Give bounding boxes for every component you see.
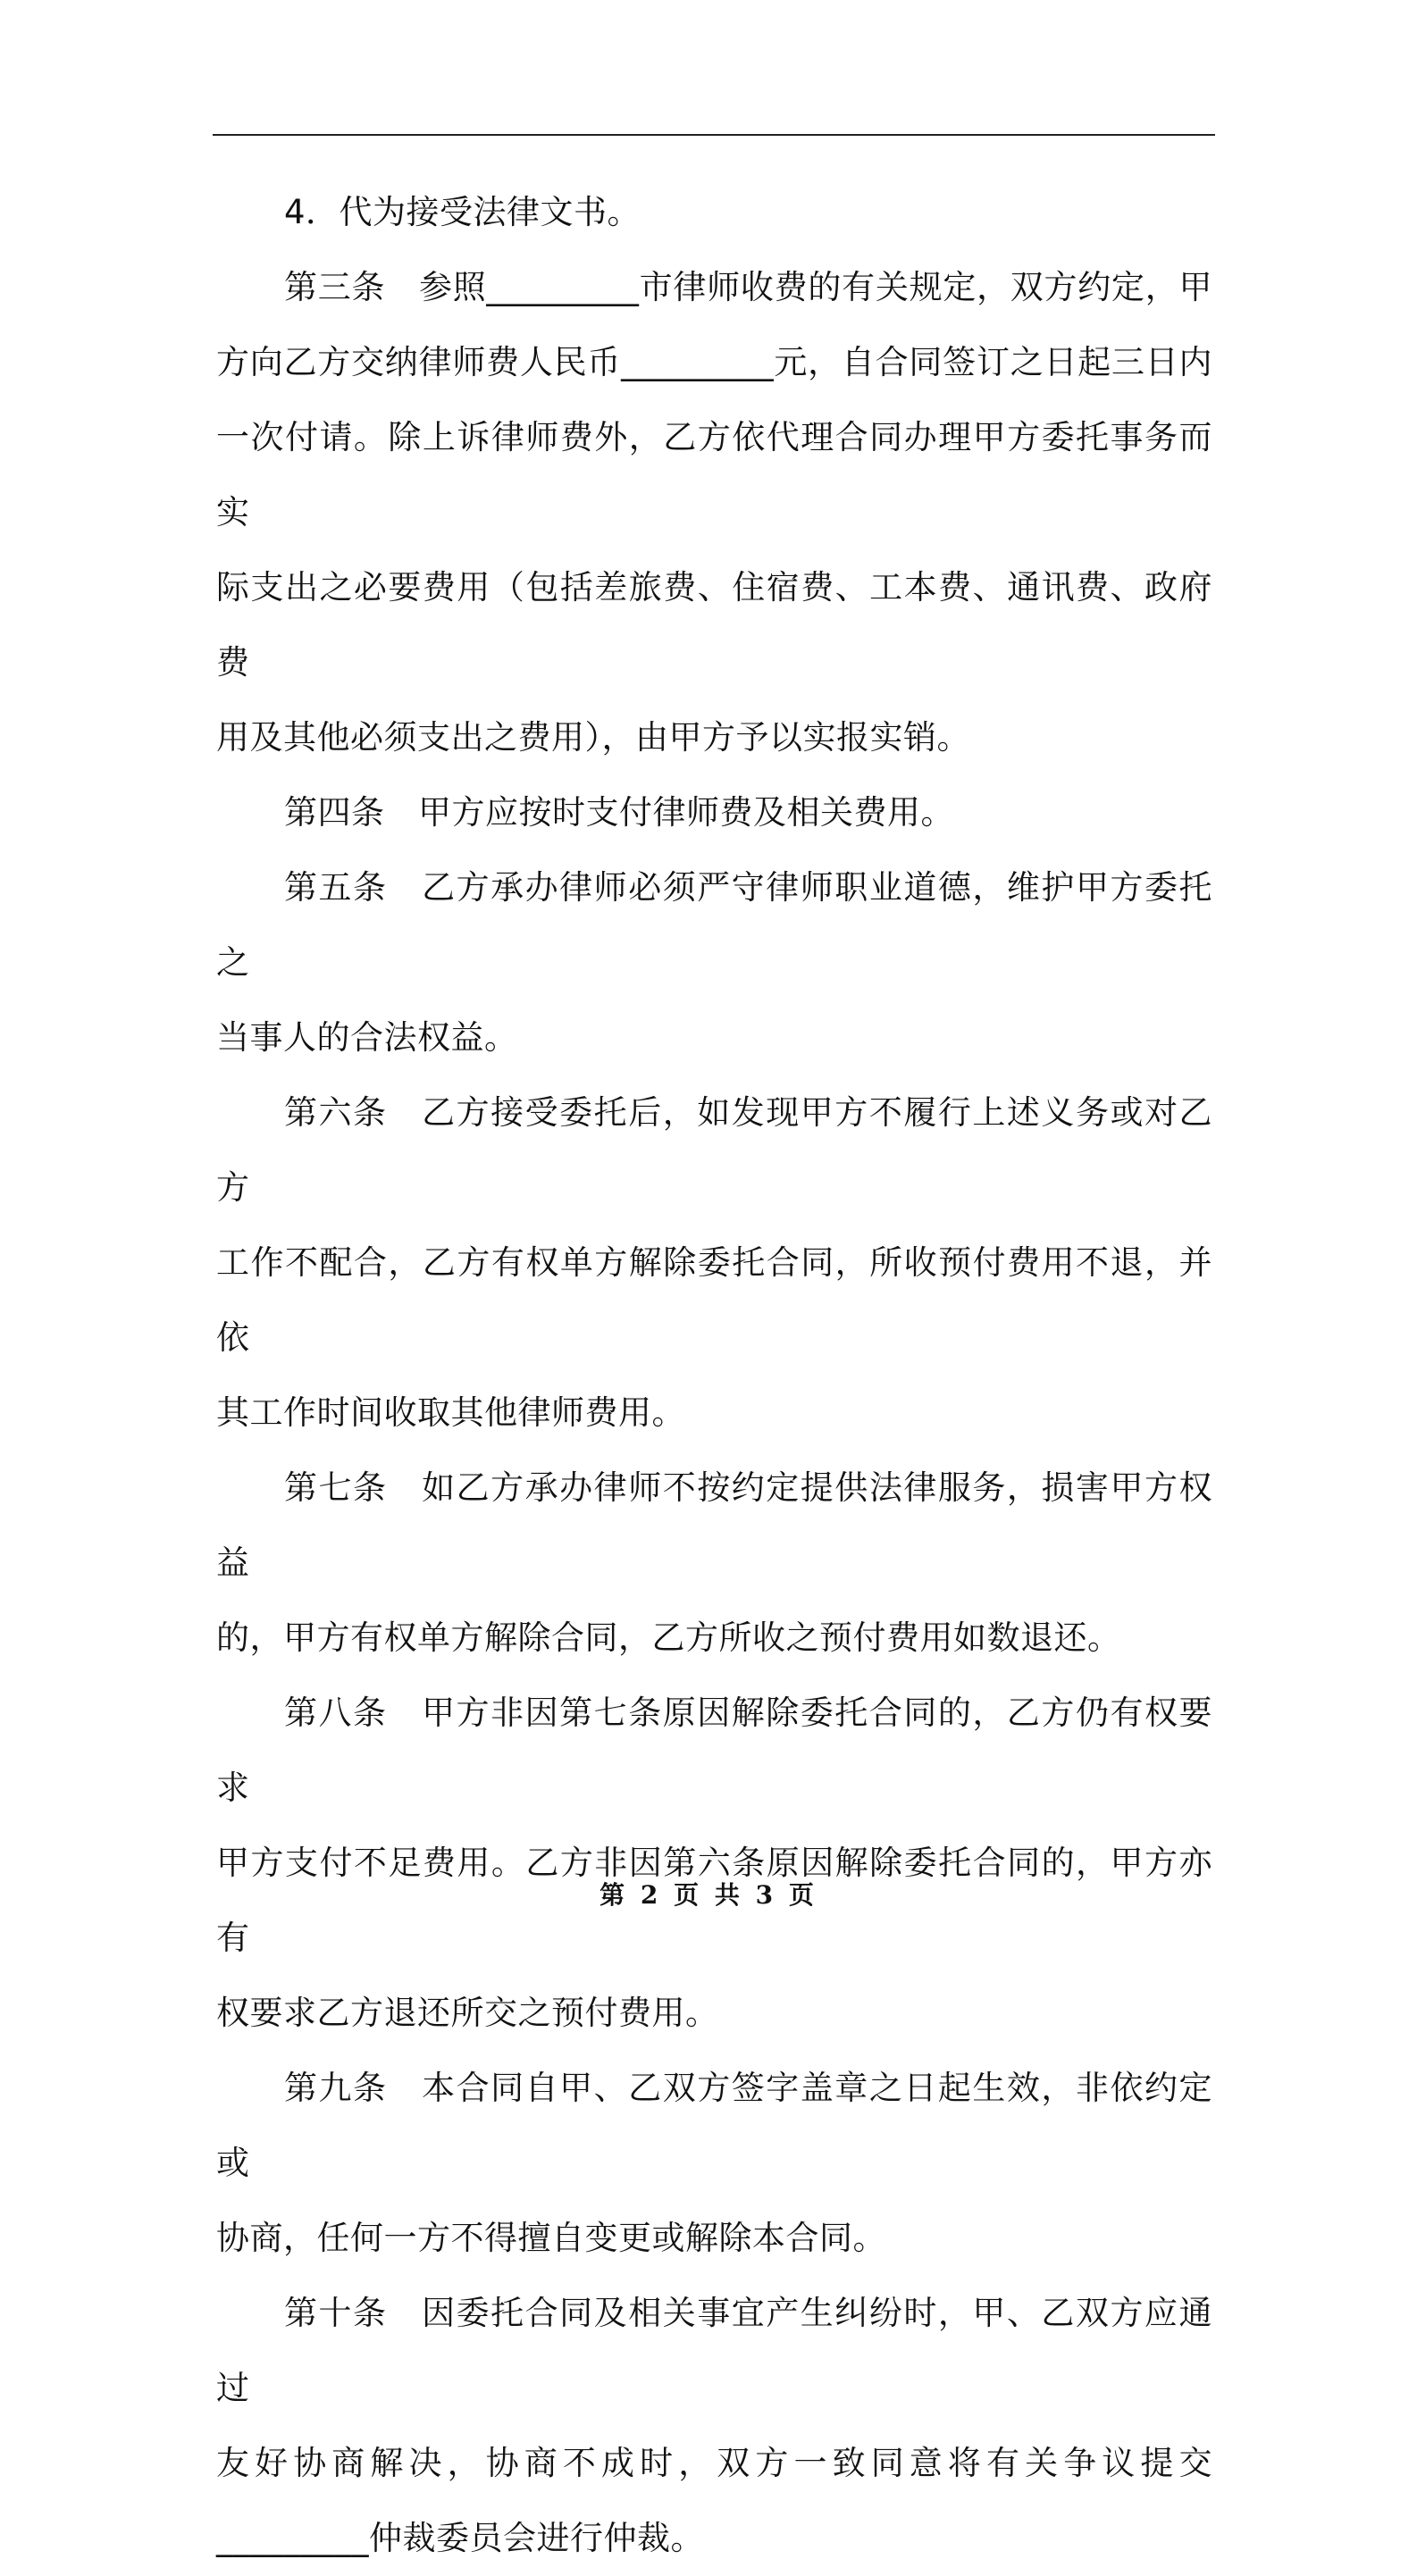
- paragraph-line: 第八条 甲方非因第七条原因解除委托合同的，乙方仍有权要求: [216, 1694, 1212, 1807]
- page-footer: 第 2 页 共 3 页: [600, 1880, 818, 1910]
- paragraph-line: 第十条 因委托合同及相关事宜产生纠纷时，甲、乙双方应通过: [216, 2294, 1212, 2407]
- paragraph-line: 方向乙方交纳律师费人民币_________元，自合同签订之日起三日内: [216, 343, 1212, 381]
- header-rule: [213, 134, 1215, 136]
- paragraph-line: 4．代为接受法律文书。: [284, 193, 641, 231]
- paragraph-line: 协商，任何一方不得擅自变更或解除本合同。: [216, 2219, 886, 2257]
- paragraph-line: 际支出之必要费用（包括差旅费、住宿费、工本费、通讯费、政府费: [216, 568, 1212, 682]
- contract-paragraph: [216, 250, 1212, 775]
- paragraph-line: 一次付请。除上诉律师费外，乙方依代理合同办理甲方委托事务而实: [216, 418, 1212, 531]
- contract-paragraph: [216, 2276, 1212, 2576]
- contract-paragraph: [216, 2051, 1212, 2276]
- paragraph-line: 当事人的合法权益。: [216, 1018, 518, 1057]
- paragraph-line: 权要求乙方退还所交之预付费用。: [216, 1994, 719, 2032]
- paragraph-line: 友好协商解决，协商不成时，双方一致同意将有关争议提交: [216, 2444, 1212, 2482]
- paragraph-line: 第三条 参照_________市律师收费的有关规定，双方约定，甲: [284, 268, 1212, 306]
- paragraph-line: 第七条 如乙方承办律师不按约定提供法律服务，损害甲方权益: [216, 1468, 1212, 1582]
- paragraph-line: 工作不配合，乙方有权单方解除委托合同，所收预付费用不退，并依: [216, 1243, 1212, 1357]
- paragraph-line: 第六条 乙方接受委托后，如发现甲方不履行上述义务或对乙方: [216, 1093, 1212, 1207]
- paragraph-line: 第五条 乙方承办律师必须严守律师职业道德，维护甲方委托之: [216, 868, 1212, 982]
- paragraph-line: 第四条 甲方应按时支付律师费及相关费用。: [284, 793, 954, 832]
- paragraph-line: _________仲裁委员会进行仲裁。: [216, 2519, 704, 2557]
- contract-paragraph: [216, 775, 1212, 850]
- contract-paragraph: [216, 1451, 1212, 1676]
- contract-paragraph: [216, 1676, 1212, 2051]
- contract-paragraph: [216, 175, 1212, 250]
- paragraph-line: 用及其他必须支出之费用），由甲方予以实报实销。: [216, 718, 970, 757]
- paragraph-line: 甲方支付不足费用。乙方非因第六条原因解除委托合同的，甲方亦有: [216, 1844, 1212, 1957]
- paragraph-line: 第九条 本合同自甲、乙双方签字盖章之日起生效，非依约定或: [216, 2069, 1212, 2182]
- document-body: [216, 175, 1212, 2576]
- paragraph-line: 其工作时间收取其他律师费用。: [216, 1393, 685, 1432]
- contract-paragraph: [216, 850, 1212, 1075]
- paragraph-line: 的，甲方有权单方解除合同，乙方所收之预付费用如数退还。: [216, 1618, 1121, 1657]
- contract-paragraph: [216, 1075, 1212, 1451]
